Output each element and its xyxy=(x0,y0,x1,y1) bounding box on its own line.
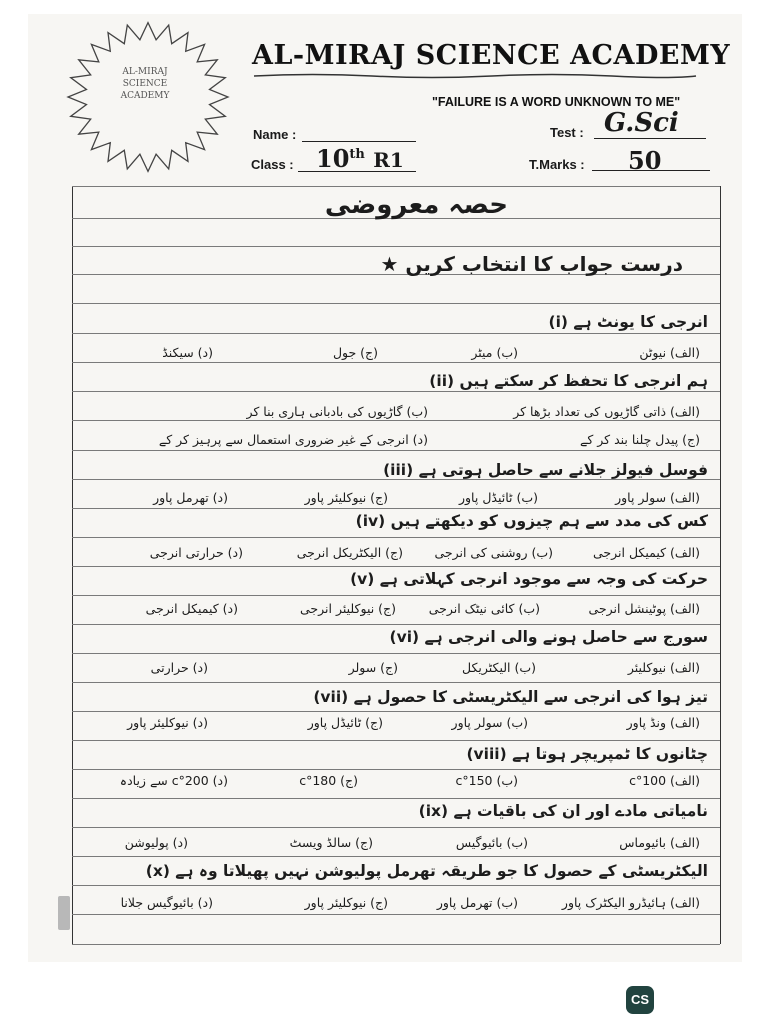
ruled-line xyxy=(72,246,720,247)
q5-option-a: (الف) پوٹینشل انرجی xyxy=(588,601,700,616)
q7-option-c: (ج) ٹائیڈل پاور xyxy=(307,715,383,730)
q2-option-c: (ج) پیدل چلنا بند کر کے xyxy=(580,432,700,447)
test-field-line xyxy=(594,138,706,139)
marks-value: 50 xyxy=(628,146,662,175)
q1-option-a: (الف) نیوٹن xyxy=(639,345,700,360)
ruled-line xyxy=(72,682,720,683)
q5-option-b: (ب) کائی نیٹک انرجی xyxy=(428,601,540,616)
q3-option-a: (الف) سولر پاور xyxy=(615,490,700,505)
q5-option-c: (ج) نیوکلیئر انرجی xyxy=(299,601,396,616)
q6-option-b: (ب) الیکٹریکل xyxy=(462,660,536,675)
ruled-line xyxy=(72,186,720,187)
right-margin-line xyxy=(720,186,721,944)
q4-option-b: (ب) روشنی کی انرجی xyxy=(434,545,553,560)
q8-option-c: (ج) 180°c xyxy=(299,773,358,788)
test-label: Test : xyxy=(550,125,584,140)
q1-option-c: (ج) جول xyxy=(332,345,378,360)
binder-clip xyxy=(58,896,70,930)
q2-option-a: (الف) ذاتی گاڑیوں کی تعداد بڑھا کر xyxy=(513,404,700,419)
ruled-line xyxy=(72,479,720,480)
q6-option-d: (د) حرارتی xyxy=(150,660,208,675)
ruled-line xyxy=(72,624,720,625)
q1-option-d: (د) سیکنڈ xyxy=(162,345,213,360)
ruled-line xyxy=(72,450,720,451)
q4-option-c: (ج) الیکٹریکل انرجی xyxy=(296,545,403,560)
question-1: (i) انرجی کا یونٹ ہے xyxy=(548,313,708,331)
q10-option-a: (الف) ہائیڈرو الیکٹرک پاور xyxy=(561,895,700,910)
ruled-line xyxy=(72,827,720,828)
q10-option-d: (د) بائیوگیس جلانا xyxy=(120,895,213,910)
ruled-line xyxy=(72,653,720,654)
name-field-line xyxy=(302,141,416,142)
ruled-line xyxy=(72,303,720,304)
left-margin-line xyxy=(72,186,73,944)
question-6: (vi) سورج سے حاصل ہونے والی انرجی ہے xyxy=(389,628,708,646)
q3-option-c: (ج) نیوکلیئر پاور xyxy=(304,490,388,505)
q2-option-b: (ب) گاڑیوں کی بادبانی ہاری بنا کر xyxy=(246,404,428,419)
academy-name: AL-MIRAJ SCIENCE ACADEMY xyxy=(252,40,731,71)
q4-option-d: (د) حرارتی انرجی xyxy=(149,545,243,560)
ruled-line xyxy=(72,362,720,363)
q8-option-a: (الف) 100°c xyxy=(629,773,700,788)
class-label: Class : xyxy=(251,157,294,172)
q9-option-d: (د) پولیوشن xyxy=(124,835,188,850)
marks-label: T.Marks : xyxy=(529,157,585,172)
q10-option-b: (ب) تھرمل پاور xyxy=(436,895,518,910)
q9-option-b: (ب) بائیوگیس xyxy=(455,835,528,850)
test-value: G.Sci xyxy=(604,108,679,138)
q7-option-d: (د) نیوکلیئر پاور xyxy=(127,715,208,730)
motto: "FAILURE IS A WORD UNKNOWN TO ME" xyxy=(432,95,681,109)
ruled-line xyxy=(72,566,720,567)
q8-option-b: (ب) 150°c xyxy=(455,773,518,788)
ruled-line xyxy=(72,333,720,334)
section-heading: حصہ معروضی xyxy=(324,190,508,220)
question-5: (v) حرکت کی وجہ سے موجود انرجی کہلاتی ہے xyxy=(350,570,708,588)
ruled-line xyxy=(72,537,720,538)
ruled-line xyxy=(72,798,720,799)
ruled-line xyxy=(72,914,720,915)
q9-option-c: (ج) سالڈ ویسٹ xyxy=(289,835,373,850)
ruled-line xyxy=(72,856,720,857)
title-underline xyxy=(252,72,698,80)
question-2: (ii) ہم انرجی کا تحفظ کر سکتے ہیں xyxy=(429,372,708,390)
instruction-text: درست جواب کا انتخاب کریں ★ xyxy=(380,252,683,276)
question-8: (viii) چٹانوں کا ٹمپریچر ہوتا ہے xyxy=(466,745,708,763)
question-9: (ix) نامیاتی مادے اور ان کی باقیات ہے xyxy=(418,802,708,820)
ruled-line xyxy=(72,885,720,886)
q8-option-d: (د) 200°c سے زیادہ xyxy=(119,773,228,788)
q6-option-c: (ج) سولر xyxy=(348,660,398,675)
ruled-line xyxy=(72,944,720,945)
ruled-line xyxy=(72,711,720,712)
question-10: (x) الیکٹریسٹی کے حصول کا جو طریقہ تھرمل پولیوشن نہیں پھیلاتا وہ ہے xyxy=(145,862,708,880)
camscanner-badge: CS xyxy=(626,986,654,1014)
question-3: (iii) فوسل فیولز جلانے سے حاصل ہوتی ہے xyxy=(383,461,708,479)
q5-option-d: (د) کیمیکل انرجی xyxy=(145,601,238,616)
ruled-line xyxy=(72,740,720,741)
q10-option-c: (ج) نیوکلیئر پاور xyxy=(304,895,388,910)
question-7: (vii) تیز ہوا کی انرجی سے الیکٹریسٹی کا حصول ہے xyxy=(313,688,708,706)
ruled-line xyxy=(72,508,720,509)
ruled-line xyxy=(72,420,720,421)
question-4: (iv) کس کی مدد سے ہم چیزوں کو دیکھتے ہیں xyxy=(355,512,708,530)
q1-option-b: (ب) میٹر xyxy=(471,345,518,360)
q2-option-d: (د) انرجی کے غیر ضروری استعمال سے پرہیز کر کے xyxy=(158,432,428,447)
q9-option-a: (الف) بائیوماس xyxy=(619,835,700,850)
q4-option-a: (الف) کیمیکل انرجی xyxy=(592,545,700,560)
ruled-line xyxy=(72,391,720,392)
q6-option-a: (الف) نیوکلیئر xyxy=(627,660,700,675)
ruled-line xyxy=(72,595,720,596)
seal-text: AL-MIRAJ SCIENCE ACADEMY xyxy=(120,67,170,101)
q3-option-b: (ب) ٹائیڈل پاور xyxy=(458,490,538,505)
class-value: 10th R1 xyxy=(316,144,404,173)
q7-option-a: (الف) ونڈ پاور xyxy=(626,715,700,730)
q3-option-d: (د) تھرمل پاور xyxy=(153,490,228,505)
q7-option-b: (ب) سولر پاور xyxy=(451,715,528,730)
name-label: Name : xyxy=(253,127,297,142)
ruled-line xyxy=(72,769,720,770)
